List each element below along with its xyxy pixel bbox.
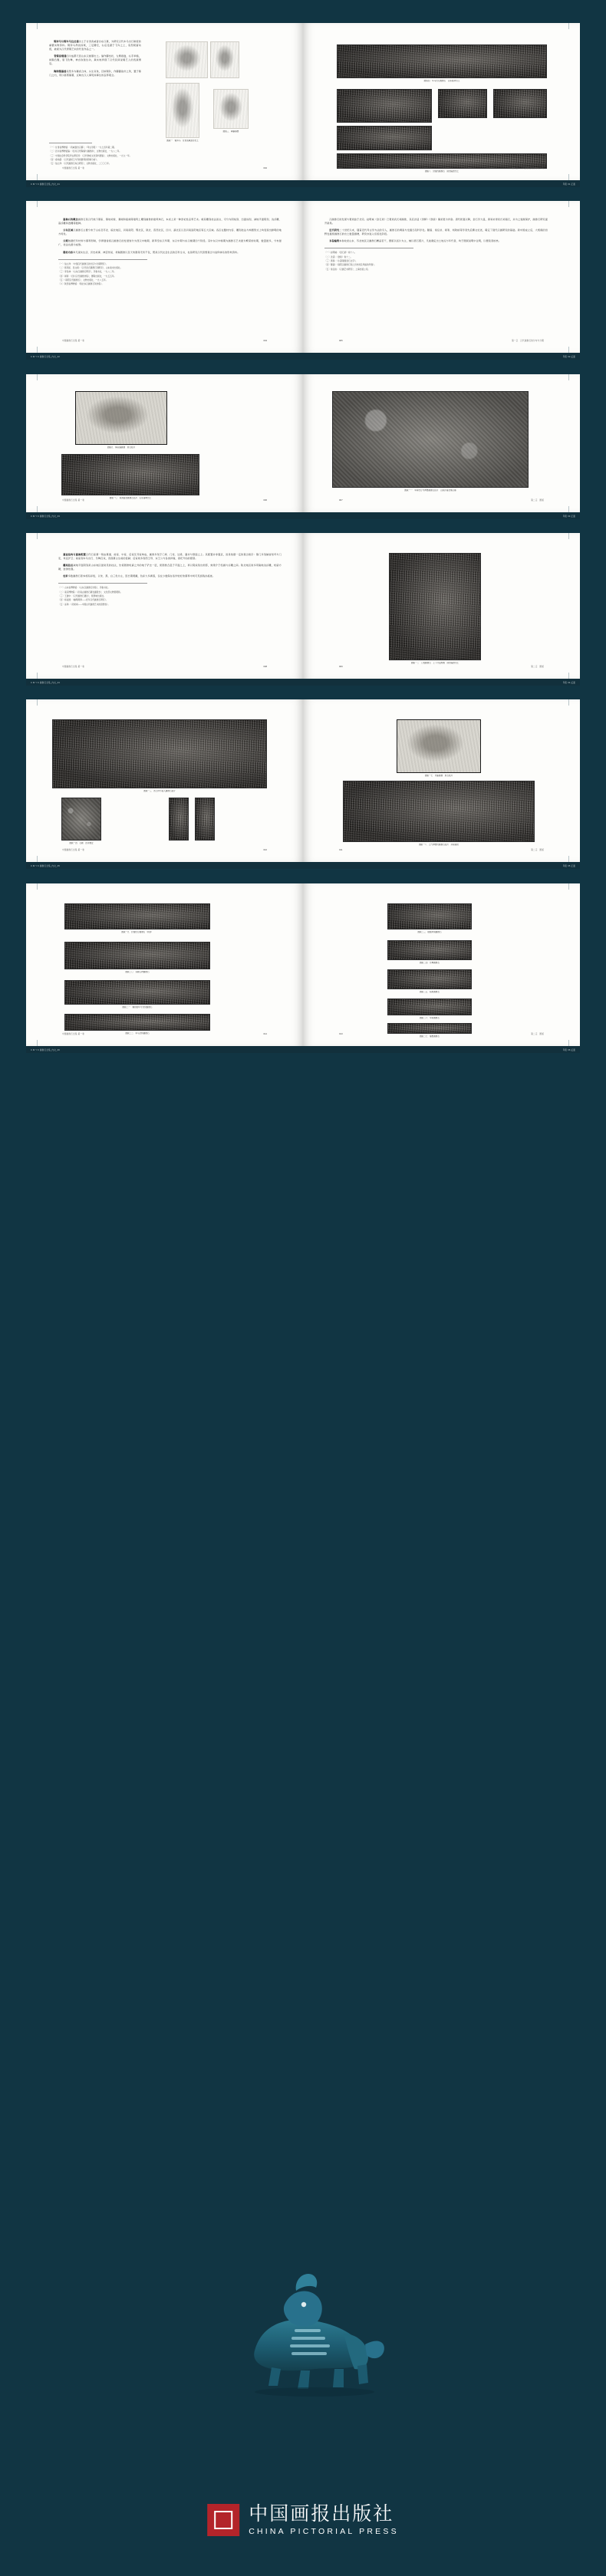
spread-6 bbox=[26, 883, 580, 1046]
figure bbox=[387, 903, 472, 933]
page-left-1 bbox=[26, 23, 303, 180]
figure-image bbox=[166, 41, 208, 78]
page-right-2 bbox=[303, 201, 580, 353]
running-head: 中国画像石全集·第一卷 bbox=[62, 499, 85, 502]
folio: 004 bbox=[263, 339, 267, 342]
paragraph: 画像石的概念画像石是汉代地下墓室、墓地祠堂、墓阙和庙阙等建筑上雕刻画像的建筑构石，本质上是一种祭祀性丧葬艺术。就其雕刻技法而言，可分为阴线刻、凹面线刻、减地平面阴刻、浅浮雕、高浮雕和透雕等数种。 bbox=[58, 218, 282, 225]
figure-caption: 图版一 铜奔马 甘肃武威雷台出土 bbox=[166, 139, 199, 142]
page-left-4 bbox=[26, 533, 303, 679]
figure-caption: 图版一四 石阙 四川雅安 bbox=[69, 841, 94, 844]
page-right-6 bbox=[303, 883, 580, 1046]
register-mark bbox=[557, 883, 569, 890]
footnote: 〔一〕信立祥：《中国汉代画像石的分区与分期研究》。 bbox=[58, 262, 108, 265]
figure-caption: 图版八 狩猎纹画像石 陕西绥德出土 bbox=[424, 169, 459, 173]
figure bbox=[332, 391, 529, 492]
publisher-name-en: CHINA PICTORIAL PRESS bbox=[249, 2526, 399, 2536]
footnote: 〔一〕甘肃省博物馆：《武威雷台汉墓》，《考古学报》一九七四年第二期。 bbox=[49, 146, 117, 149]
figure-caption: 图版二五 庖厨画像石 bbox=[420, 990, 440, 993]
figure-caption: 图版二七 瑞兽画像石 bbox=[420, 1035, 440, 1038]
register-mark bbox=[557, 673, 569, 679]
folio: 011 bbox=[339, 848, 343, 851]
paragraph: 青铜说唱俑四川成都天回山东汉崖墓出土。俑作蹲坐状，左臂抱鼓，右手举槌，袒胸凸腹，眉飞色舞，神态诙谐生动，真实地再现了汉代民间说唱艺人的表演情景。 bbox=[49, 54, 142, 66]
register-mark bbox=[37, 506, 49, 512]
figure-image bbox=[64, 942, 210, 969]
note-divider bbox=[58, 583, 147, 584]
footnote: 〔四〕俞伟超：《汉代诸侯王与列侯墓葬的形制分析》。 bbox=[49, 158, 99, 161]
register-mark bbox=[557, 699, 569, 706]
footnote: 〔六〕陕西省博物馆：《陕北东汉画像石刻选集》。 bbox=[58, 283, 104, 286]
figure-caption: 图版二四 乐舞画像石 bbox=[420, 961, 440, 964]
sheet-bar-right: 印张 02 反面 bbox=[562, 355, 575, 358]
figure-image bbox=[169, 798, 189, 841]
footnote: 〔五〕信立祥：《汉代画像石综合研究》，文物出版社，二〇〇〇年。 bbox=[49, 163, 111, 166]
page-left-5 bbox=[26, 699, 303, 862]
folio: 010 bbox=[263, 848, 267, 851]
publisher-name bbox=[249, 2504, 399, 2535]
running-head: 第二章 图版 bbox=[531, 1033, 544, 1035]
figure bbox=[61, 454, 199, 499]
figure bbox=[389, 553, 481, 664]
figure bbox=[213, 89, 249, 133]
folio: 008 bbox=[263, 665, 267, 668]
figure-image bbox=[75, 391, 167, 445]
figure bbox=[64, 980, 210, 1008]
register-mark bbox=[37, 201, 49, 207]
folio: 012 bbox=[263, 1032, 267, 1035]
figure bbox=[387, 969, 472, 993]
figure bbox=[61, 798, 101, 844]
footnote: 〔一〕山东省博物馆：《山东汉画像石选集》，齐鲁书社。 bbox=[58, 587, 110, 590]
sheet-bar-left: C M Y K 画像石全集_内文_03 bbox=[31, 515, 61, 518]
footnote: 〔四〕杨爱国：《幽明两界——纪年汉代画像石研究》。 bbox=[58, 599, 108, 602]
figure bbox=[337, 126, 432, 150]
paragraph: 近代研究二十世纪以来，随着近代考古学方法的引入，画像石的调查与发掘日趋科学化。滕固、常任侠、闻宥、刘敦桢等学者先后撰文论述，奠定了现代汉画研究的基础。新中国成立后，大规模的田野发掘使画像石的出土数量剧增，研究亦进入系统化阶段。 bbox=[324, 229, 548, 236]
figure bbox=[195, 798, 215, 841]
figure-caption: 图版一二 门柱画像石 上下分层构图 陕西绥德出土 bbox=[410, 661, 459, 664]
register-mark bbox=[37, 374, 49, 380]
figure-image bbox=[195, 798, 215, 841]
figure-caption: 图版一八 云气神兽纹画像石拓片 河南南阳 bbox=[419, 843, 459, 846]
sheet-bar bbox=[26, 862, 580, 869]
folio: 006 bbox=[263, 498, 267, 502]
sheet-bar-right: 印张 06 反面 bbox=[562, 1048, 575, 1051]
footnote: 〔三〕王建中：《汉代画像石通论》，紫禁城出版社。 bbox=[58, 595, 106, 598]
sheet-bar-right: 印张 01 正面 bbox=[562, 183, 575, 186]
mythical-beast-illustration bbox=[215, 2254, 391, 2400]
sheet-bar-left: C M Y K 画像石全集_内文_06 bbox=[31, 1048, 61, 1051]
figure bbox=[337, 89, 432, 123]
note-divider bbox=[58, 259, 147, 260]
paragraph: 陶制镇墓兽造型多为狮虎合体，头生双角，目如铜铃，作蹲踞欲扑之势，置于墓门之内，用以驱邪镇墓，反映出汉人事死如事生的丧葬观念。 bbox=[49, 69, 142, 77]
paragraph: 分期依据纪年材料与墓葬形制，学界通常将汉画像石的发展划分为西汉中晚期、新莽至东汉早期、东汉中期与东汉晚期四个阶段。其中东汉中晚期为画像石艺术最为繁荣的时期，数量最多，分布最广，技法也最为成熟。 bbox=[58, 239, 282, 247]
sheet-bar bbox=[26, 180, 580, 187]
figure bbox=[397, 719, 481, 777]
running-head: 中国画像石全集·第一卷 bbox=[62, 340, 85, 342]
page-right-3 bbox=[303, 374, 580, 512]
figure-image bbox=[387, 969, 472, 989]
figure-image bbox=[337, 89, 432, 123]
register-mark bbox=[557, 374, 569, 380]
register-mark bbox=[37, 673, 49, 679]
figure-image bbox=[337, 44, 547, 78]
footnote: 〔一〕赵明诚：《金石录》卷十八。 bbox=[324, 252, 357, 255]
figure-image bbox=[343, 781, 535, 842]
footnote: 〔四〕滕固：《南阳汉画像石刻之历史的及风格的考察》。 bbox=[324, 264, 377, 267]
paragraph: 题材内容举凡现实生活、历史故事、神话传说、祥瑞图像以及天象图等无所不包，既是汉代社会生活的百科全书，也是研究汉代思想观念与信仰体系的形象资料。 bbox=[63, 250, 240, 254]
folio: 007 bbox=[339, 498, 343, 502]
figure bbox=[75, 391, 167, 449]
figure-caption: 图版四 车马出行画像石 山东嘉祥出土 bbox=[423, 79, 460, 82]
folio: 009 bbox=[339, 665, 343, 668]
figure-image bbox=[397, 719, 481, 773]
register-mark bbox=[557, 347, 569, 353]
footnote: 〔三〕李发林：《山东汉画像石研究》，齐鲁书社，一九八二年。 bbox=[58, 271, 117, 274]
figure-image bbox=[337, 126, 432, 150]
figure-caption: 图版一三 西王母与羽人画像石拓片 bbox=[143, 789, 176, 792]
page-right-5 bbox=[303, 699, 580, 862]
figure-image bbox=[387, 1023, 472, 1034]
paragraph: 分布区域汉画像石主要分布于山东及苏北、皖北地区，河南南阳、鄂北区，陕北、晋西北区，四川、滇北区以及河南洛阳地区等五大区域。各区在题材内容、雕刻技法与构图形式上均表现出鲜明的地方特色。 bbox=[58, 229, 282, 236]
spread-4 bbox=[26, 533, 580, 679]
paragraph: 雕刻技法减地平面阴刻是山东地区最常见的技法，先将图像轮廓之外的地子铲去一层，使图像凸起于平面之上，再以阴线刻出细部，效果介于绘画与浮雕之间。陕北地区则多用剔地浅浮雕，轮廓方硬，装饰性强。 bbox=[58, 564, 282, 571]
footnote: 〔三〕黄易：《小蓬莱阁金石文字》。 bbox=[324, 260, 357, 263]
figure bbox=[52, 719, 267, 792]
sheet-bar-right: 印张 03 正面 bbox=[562, 515, 575, 518]
sheet-bar-left: C M Y K 画像石全集_内文_04 bbox=[31, 681, 61, 684]
figure bbox=[387, 940, 472, 964]
running-head: 第二章 图版 bbox=[531, 666, 544, 668]
page-left-2 bbox=[26, 201, 303, 353]
branding-area bbox=[0, 2254, 606, 2576]
page-right-4 bbox=[303, 533, 580, 679]
register-mark bbox=[37, 883, 49, 890]
figure-caption: 图版一七 朱雀画像 原石照片 bbox=[424, 774, 453, 777]
register-mark bbox=[37, 347, 49, 353]
sheet-bar-left: C M Y K 画像石全集_内文_05 bbox=[31, 864, 61, 867]
page-left-6 bbox=[26, 883, 303, 1046]
figure-image bbox=[52, 719, 267, 788]
sheet-bar bbox=[26, 679, 580, 686]
register-mark bbox=[37, 1040, 49, 1046]
footnote: 〔二〕蒋英炬、吴文祺：《汉代武氏墓群石刻研究》，山东美术出版社。 bbox=[58, 266, 123, 269]
paragraph: 汉画像石的发现与著录始于北宋。赵明诚《金石录》已著录武氏祠画像，其后洪适《隶释》《隶续》摹录更为详备。清代乾嘉以降，金石学大盛，黄易访得武氏祠诸石，并为之建屋保护，画像石研究遂开新局。 bbox=[324, 218, 548, 225]
footnote: 〔二〕南京博物院：《沂南古画像石墓发掘报告》，文化部文物管理局。 bbox=[58, 591, 123, 594]
figure-caption: 图版二一 铺首衔环与龙纹画像石 bbox=[122, 1005, 153, 1008]
register-mark bbox=[557, 506, 569, 512]
sheet-bar bbox=[26, 512, 580, 519]
figure-image bbox=[387, 998, 472, 1015]
figure bbox=[210, 41, 239, 78]
footnote: 〔二〕四川省博物馆编：《四川汉代陶俑与画像砖》，文物出版社，一九八二年。 bbox=[49, 150, 122, 153]
figure-caption: 图版二三 楼阁拜谒画像石 bbox=[417, 930, 442, 933]
figure bbox=[387, 998, 472, 1019]
figure-caption: 图版二六 车骑画像石 bbox=[420, 1016, 440, 1019]
figure bbox=[343, 781, 535, 846]
figure-image bbox=[210, 41, 239, 78]
running-head: 中国画像石全集·第一卷 bbox=[62, 1033, 85, 1035]
figure-image bbox=[64, 980, 210, 1005]
spread-5 bbox=[26, 699, 580, 862]
figure-image bbox=[389, 553, 481, 660]
figure-image bbox=[213, 89, 249, 129]
paragraph: 色彩多数画像石原本施有彩绘，以朱、黑、白三色为主，因长期埋藏，色彩大多剥落，仅在少数保存条件较好的墓葬中尚可见到残存痕迹。 bbox=[63, 574, 216, 578]
page-right-1 bbox=[303, 23, 580, 180]
figure-image bbox=[61, 454, 199, 495]
footnote: 〔二〕洪适：《隶续》卷十二。 bbox=[324, 255, 353, 258]
paragraph: 墓室结构与画像配置汉代石室墓一般由墓道、前室、中室、后室及耳室构成，画像多刻于门扉、门柱、过梁、藻井与壁面之上。其配置并非随意，而是依据一定的观念秩序：墓门多刻铺首衔环与门吏，象征护卫；前室刻车马出行、乐舞百戏，表现墓主生前的显赫；后室则多刻西王母、东王公与各类祥瑞，寄托升仙的愿望。 bbox=[58, 553, 282, 561]
register-mark bbox=[557, 201, 569, 207]
figure bbox=[337, 44, 547, 82]
figure-image bbox=[438, 89, 487, 118]
folio: 005 bbox=[339, 339, 343, 342]
figure bbox=[166, 41, 208, 78]
running-head: 第二章 图版 bbox=[531, 849, 544, 851]
figure-image bbox=[387, 903, 472, 929]
register-mark bbox=[37, 856, 49, 862]
spread-3 bbox=[26, 374, 580, 512]
publisher-name-cn: 中国画报出版社 bbox=[249, 2502, 394, 2525]
figure-image bbox=[61, 798, 101, 841]
publisher-logo bbox=[207, 2504, 399, 2536]
figure-caption: 图版二〇 双阙人物画像石 bbox=[125, 970, 150, 973]
figure bbox=[169, 798, 189, 841]
figure-image bbox=[166, 83, 199, 138]
publisher-mark-icon bbox=[207, 2504, 239, 2536]
register-mark bbox=[37, 174, 49, 180]
figure-image bbox=[493, 89, 547, 118]
paragraph: 铜奔马与铜车马仪仗俑出土于甘肃武威雷台东汉墓，为研究汉代车马出行制度的重要实物资料。铜奔马昂首扬尾，三足腾空，右后足踏于飞鸟之上，造型极富动感，被视为汉代青铜艺术的代表作品之一。 bbox=[49, 40, 142, 51]
register-mark bbox=[37, 699, 49, 706]
page-left-3 bbox=[26, 374, 303, 512]
sheet-bar bbox=[26, 1046, 580, 1053]
running-head: 中国画像石全集·第一卷 bbox=[62, 167, 85, 169]
figure bbox=[387, 1023, 472, 1038]
sheet-bar-left: C M Y K 画像石全集_内文_01 bbox=[31, 183, 61, 186]
register-mark bbox=[557, 23, 569, 29]
spread-1 bbox=[26, 23, 580, 180]
footnote: 〔五〕《南阳汉代画像石》，文物出版社，一九八五年。 bbox=[58, 278, 108, 281]
sheet-bar bbox=[26, 353, 580, 360]
figure bbox=[493, 89, 547, 118]
figure-caption: 图版一九 狩猎出行画像石（局部） bbox=[121, 930, 153, 933]
figure-caption: 图版三 陶镇墓兽 bbox=[222, 130, 239, 133]
running-head: 第一章 汉代画像石的分布与分期 bbox=[512, 167, 544, 169]
figure bbox=[64, 942, 210, 973]
register-mark bbox=[557, 1040, 569, 1046]
folio: 003 bbox=[339, 166, 343, 169]
figure-caption: 图版九 梅花鹿画像 原石照片 bbox=[107, 446, 136, 449]
figure-image bbox=[64, 1014, 210, 1031]
register-mark bbox=[557, 856, 569, 862]
running-head: 第一章 汉代画像石的分布与分期 bbox=[512, 340, 544, 342]
register-mark bbox=[557, 533, 569, 539]
register-mark bbox=[37, 533, 49, 539]
paragraph: 本卷编例本卷收录山东、苏北地区汉画像石精品若干，图版以拓片为主，辅以原石照片，凡能确定出土地点与年代者，均于图版说明中注明，以便读者检核。 bbox=[329, 239, 502, 243]
figure-caption: 图版一一 车骑出行与神兽画像石拓片 山东沂南北寨汉墓 bbox=[404, 489, 456, 492]
figure-caption: 图版二二 车马过桥画像石 bbox=[125, 1031, 150, 1035]
sheet-bar-left: C M Y K 画像石全集_内文_02 bbox=[31, 355, 61, 358]
figure-caption: 图版一〇 庖厨宴饮画像石拓片 山东诸城出土 bbox=[109, 496, 152, 499]
running-head: 中国画像石全集·第一卷 bbox=[62, 849, 85, 851]
folio: 002 bbox=[263, 166, 267, 169]
footnote: 〔四〕闻宥：《四川汉代画像选集》，群联出版社，一九五五年。 bbox=[58, 275, 117, 278]
sheet-bar-right: 印张 05 正面 bbox=[562, 864, 575, 867]
register-mark bbox=[557, 174, 569, 180]
footnote: 〔五〕巫鸿：《武梁祠——中国古代画像艺术的思想性》。 bbox=[58, 603, 110, 606]
running-head: 中国画像石全集·第一卷 bbox=[62, 666, 85, 668]
footnote: 〔三〕中国社会科学院考古研究所：《汉代物质文化资料图说》，文物出版社，一九九一年。 bbox=[49, 154, 132, 157]
register-mark bbox=[37, 23, 49, 29]
figure-image bbox=[332, 391, 529, 488]
figure bbox=[166, 83, 199, 142]
spread-2 bbox=[26, 201, 580, 353]
figure-image bbox=[64, 903, 210, 929]
running-head: 第二章 图版 bbox=[531, 499, 544, 502]
folio: 013 bbox=[339, 1032, 343, 1035]
figure bbox=[438, 89, 487, 118]
sheet-bar-right: 印张 04 反面 bbox=[562, 681, 575, 684]
figure-image bbox=[387, 940, 472, 960]
footnote: 〔五〕常任侠：《汉画艺术研究》，上海出版公司。 bbox=[324, 268, 371, 271]
figure bbox=[64, 903, 210, 933]
